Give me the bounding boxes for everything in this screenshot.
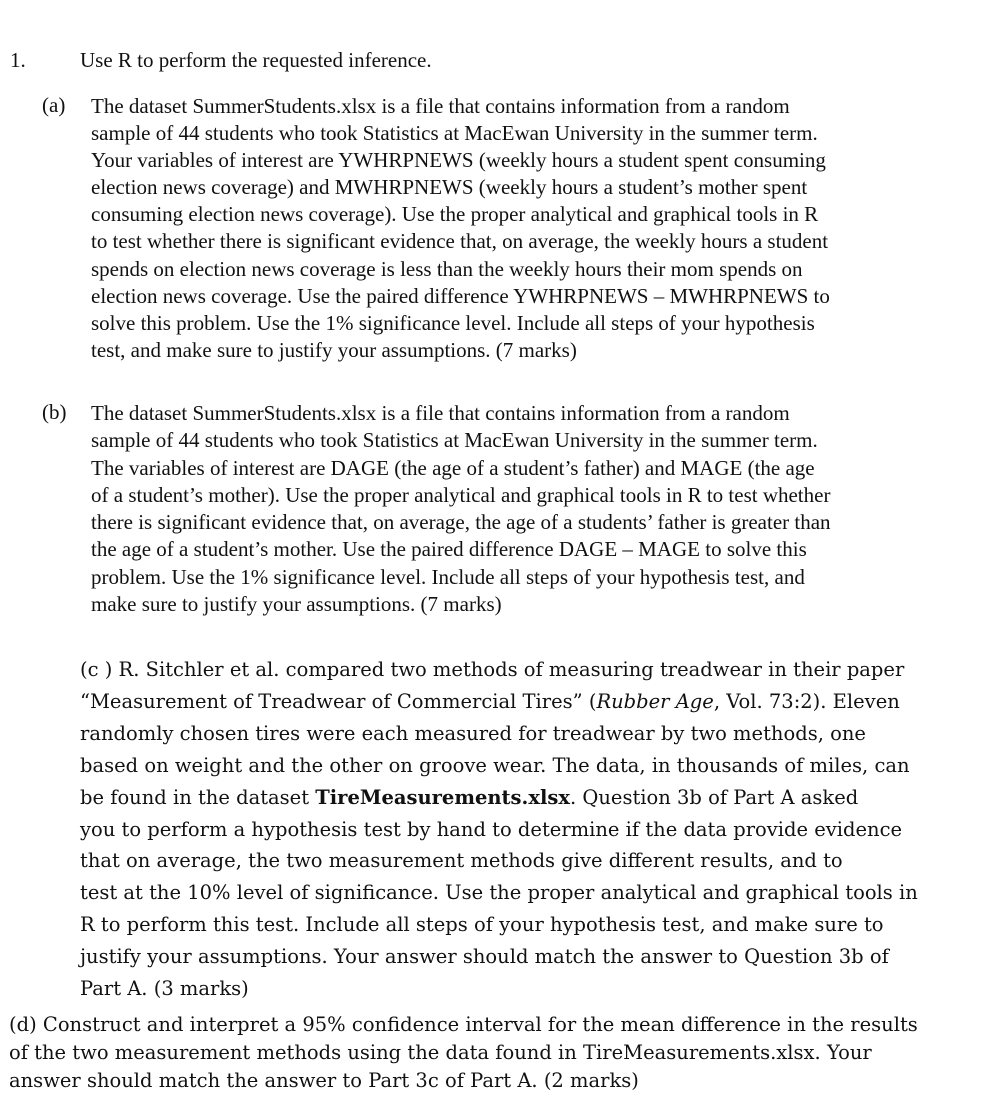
text-line: The dataset SummerStudents.xlsx is a file that contains information from a random [91, 94, 790, 118]
text-line: test, and make sure to justify your assumptions. (7 marks) [91, 337, 577, 362]
text-line: of a student’s mother). Use the proper analytical and graphical tools in R to test whether [91, 482, 831, 507]
text-line: you to perform a hypothesis test by hand to determine if the data provide evidence [80, 817, 903, 841]
text-line: problem. Use the 1% significance level. Include all steps of your hypothesis test, and [91, 564, 805, 589]
text-line: sample of 44 students who took Statistics at MacEwan University in the summer term. [91, 428, 818, 453]
part-a-label: (a) [42, 93, 66, 117]
text-line: consuming election news coverage). Use the proper analytical and graphical tools in R [91, 202, 819, 227]
text-line: make sure to justify your assumptions. (7 marks) [91, 592, 502, 617]
text-line: justify your assumptions. Your answer should match the answer to Question 3b of [80, 945, 889, 969]
text-line: The dataset SummerStudents.xlsx is a file that contains information from a random [91, 401, 790, 425]
text-line: The variables of interest are DAGE (the age of a student’s father) and MAGE (the age [91, 455, 815, 480]
text-line: Part A. (3 marks) [80, 977, 249, 1001]
question-number: 1. [10, 48, 26, 72]
text-line [80, 686, 960, 718]
text-line: (c ) R. Sitchler et al. compared two methods of measuring treadwear in their paper [80, 658, 905, 681]
text-line: the age of a student’s mother. Use the paired difference DAGE – MAGE to solve this [91, 537, 807, 562]
text-fragment: . Question 3b of Part A asked [569, 785, 859, 809]
text-line: based on weight and the other on groove wear. The data, in thousands of miles, can [80, 753, 910, 777]
part-c-text [80, 654, 960, 1005]
text-line: election news coverage. Use the paired difference YWHRPNEWS – MWHRPNEWS to [91, 283, 830, 308]
text-fragment: be found in the dataset [80, 785, 316, 809]
text-line: of the two measurement methods using the data found in TireMeasurements.xlsx. Your [9, 1040, 872, 1064]
part-d-text [9, 1011, 979, 1094]
dataset-name: TireMeasurements.xlsx [315, 785, 570, 809]
text-line: to test whether there is significant evidence that, on average, the weekly hours a student [91, 229, 829, 254]
text-line: there is significant evidence that, on average, the age of a students’ father is greater than [91, 510, 831, 535]
text-line: solve this problem. Use the 1% significance level. Include all steps of your hypothesis [91, 310, 815, 335]
text-line: R to perform this test. Include all steps of your hypothesis test, and make sure to [80, 913, 884, 937]
part-b-text [91, 400, 941, 618]
text-line: randomly chosen tires were each measured for treadwear by two methods, one [80, 721, 866, 745]
part-a-text [91, 93, 941, 364]
text-line: answer should match the answer to Part 3c of Part A. (2 marks) [9, 1068, 639, 1092]
text-line: (d) Construct and interpret a 95% confidence interval for the mean difference in the results [9, 1013, 918, 1036]
text-line: Your variables of interest are YWHRPNEWS (weekly hours a student spent consuming [91, 148, 826, 173]
journal-title: Rubber Age [596, 689, 714, 713]
part-b-label: (b) [42, 400, 67, 424]
text-fragment: “Measurement of Treadwear of Commercial Tires” ( [80, 689, 597, 713]
text-line: that on average, the two measurement methods give different results, and to [80, 849, 843, 873]
text-line: spends on election news coverage is less than the weekly hours their mom spends on [91, 256, 803, 281]
text-line: test at the 10% level of significance. Use the proper analytical and graphical tools in [80, 881, 918, 905]
text-line [80, 782, 960, 814]
text-fragment: , Vol. 73:2). Eleven [713, 689, 900, 713]
question-intro: Use R to perform the requested inference. [80, 48, 432, 72]
text-line: sample of 44 students who took Statistics at MacEwan University in the summer term. [91, 121, 818, 146]
text-line: election news coverage) and MWHRPNEWS (weekly hours a student’s mother spent [91, 175, 808, 200]
